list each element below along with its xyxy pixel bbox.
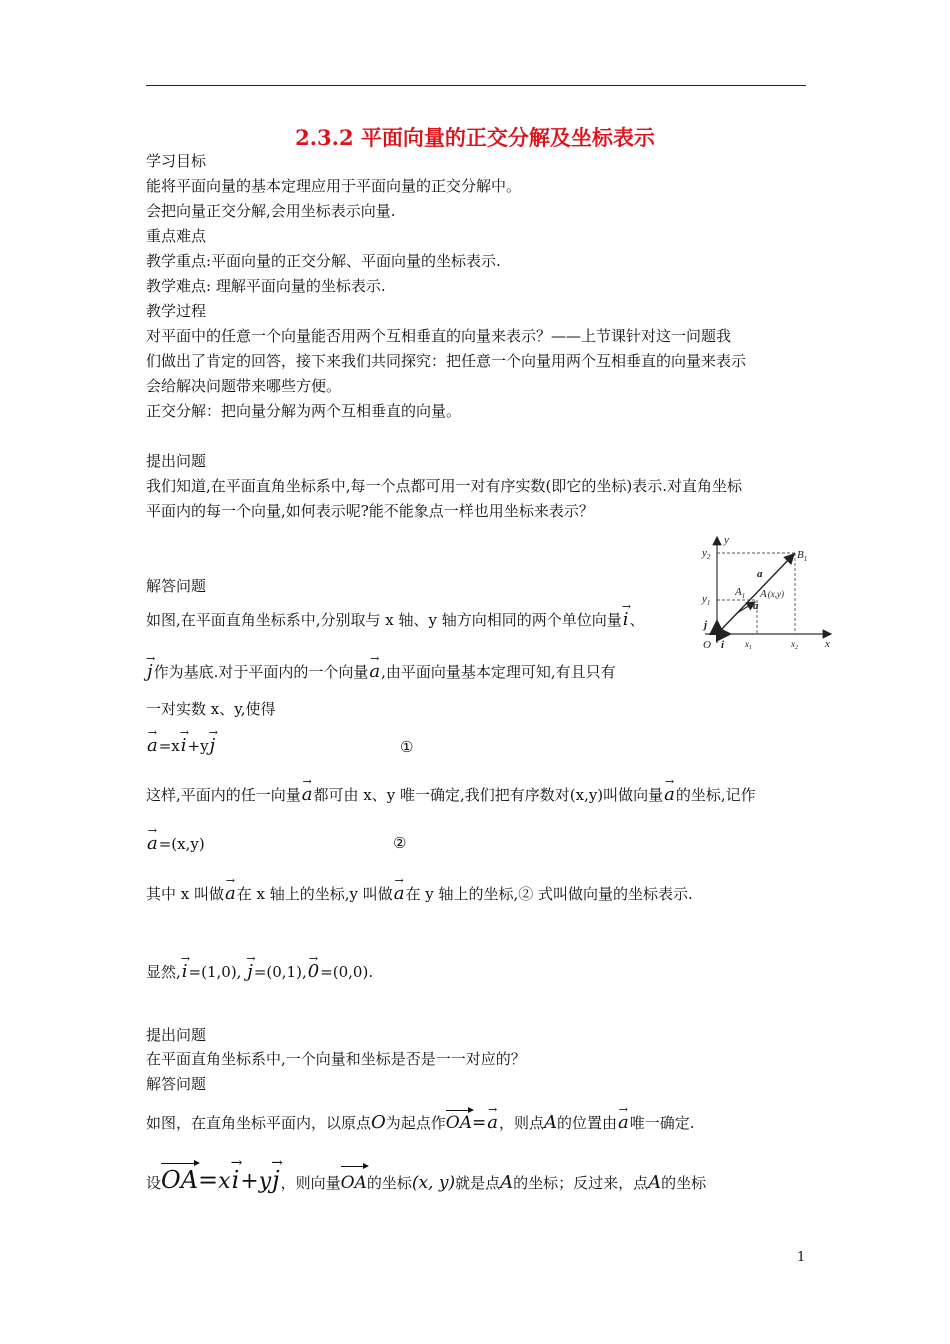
text: 、 bbox=[629, 611, 645, 629]
text: 如图，在直角坐标平面内，以原点 bbox=[146, 1114, 372, 1132]
equation-2 bbox=[146, 834, 205, 854]
vector-j: → j bbox=[246, 963, 254, 981]
text: 作为基底.对于平面内的一个向量 bbox=[153, 663, 369, 681]
objective-1: 能将平面向量的基本定理应用于平面向量的正交分解中。 bbox=[146, 177, 522, 195]
vector-a: → a bbox=[368, 663, 381, 681]
vector-j: → j bbox=[209, 737, 217, 755]
math-y: y bbox=[258, 1169, 272, 1194]
answer-1-paragraph-3: 一对实数 x、y,使得 bbox=[146, 700, 276, 718]
vector-OA: OA bbox=[445, 1113, 473, 1133]
text: 在 y 轴上的坐标,② 式叫做向量的坐标表示. bbox=[405, 885, 693, 903]
vector-a-lower-label: a bbox=[753, 600, 759, 612]
equation-2-number: ② bbox=[393, 834, 407, 852]
y-axis-label: y bbox=[724, 534, 729, 546]
header-rule bbox=[146, 85, 806, 86]
text: 如图,在平面直角坐标系中,分别取与 x 轴、y 轴方向相同的两个单位向量 bbox=[146, 611, 622, 629]
text: 的坐标 bbox=[366, 1174, 412, 1192]
intro-line-3: 会给解决问题带来哪些方便。 bbox=[146, 377, 342, 395]
text: 设 bbox=[146, 1174, 162, 1192]
text: 就是点 bbox=[455, 1174, 501, 1192]
text: =(0,0). bbox=[320, 963, 374, 981]
text: =x bbox=[158, 737, 180, 755]
math-x: x bbox=[218, 1169, 231, 1194]
answer-1-paragraph-2 bbox=[146, 662, 616, 682]
unit-j-label: j bbox=[704, 619, 708, 631]
equation-1-number: ① bbox=[400, 738, 414, 756]
vector-a: → a bbox=[146, 835, 159, 853]
text: +y bbox=[187, 737, 209, 755]
question-1-line-1: 我们知道,在平面直角坐标系中,每一个点都可用一对有序实数(即它的坐标)表示.对直角坐标 bbox=[146, 477, 743, 495]
intro-line-2: 们做出了肯定的回答，接下来我们共同探究：把任意一个向量用两个互相垂直的向量来表示 bbox=[146, 352, 747, 370]
B1-label: $B_1$ bbox=[797, 549, 808, 563]
text: 这样,平面内的任一向量 bbox=[146, 786, 301, 804]
vector-j-large: → j bbox=[271, 1166, 280, 1194]
text: 都可由 x、y 唯一确定,我们把有序数对(x,y)叫做向量 bbox=[313, 786, 664, 804]
question-1-line-2: 平面内的每一个向量,如何表示呢?能不能象点一样也用坐标来表示？ bbox=[146, 502, 594, 520]
vector-a: → a bbox=[301, 786, 314, 804]
text: 其中 x 叫做 bbox=[146, 885, 224, 903]
question-1-heading: 提出问题 bbox=[146, 452, 207, 470]
text: ,由平面向量基本定理可知,有且只有 bbox=[381, 663, 616, 681]
vector-a: → a bbox=[393, 885, 406, 903]
plus-sign: + bbox=[240, 1169, 259, 1194]
vector-j: → j bbox=[146, 663, 154, 681]
x2-label: $x_2$ bbox=[791, 639, 798, 651]
y2-label: $y_2$ bbox=[702, 547, 711, 561]
vector-OA-large: OA bbox=[161, 1166, 199, 1194]
text: 显然, bbox=[146, 963, 181, 981]
equals-sign: = bbox=[198, 1166, 219, 1194]
math-A: A bbox=[500, 1172, 514, 1193]
origin-label: O bbox=[703, 639, 711, 651]
vector-a: → a bbox=[146, 737, 159, 755]
difficult-point: 教学难点: 理解平面向量的坐标表示. bbox=[146, 277, 386, 295]
A-label: A(x,y) bbox=[760, 588, 784, 600]
text: 的位置由 bbox=[557, 1114, 618, 1132]
y1-label: $y_1$ bbox=[702, 593, 711, 607]
text: 的坐标,记作 bbox=[675, 786, 756, 804]
vector-a-upper-label: a bbox=[757, 568, 763, 580]
math-xy: (x, y) bbox=[411, 1173, 456, 1193]
page-number: 1 bbox=[797, 1250, 806, 1265]
question-2-heading: 提出问题 bbox=[146, 1026, 207, 1044]
vector-a: → a bbox=[663, 786, 676, 804]
text: 在 x 轴上的坐标,y 叫做 bbox=[236, 885, 393, 903]
key-heading: 重点难点 bbox=[146, 227, 207, 245]
math-A: A bbox=[544, 1112, 558, 1133]
vector-i-large: → i bbox=[231, 1166, 241, 1194]
text: 为起点作 bbox=[385, 1114, 446, 1132]
answer-2-heading: 解答问题 bbox=[146, 1075, 207, 1093]
question-2-line: 在平面直角坐标系中,一个向量和坐标是否是一一对应的？ bbox=[146, 1050, 526, 1068]
text: =(1,0), bbox=[188, 963, 242, 981]
text: =(0,1), bbox=[253, 963, 307, 981]
x1-label: $x_1$ bbox=[745, 639, 752, 651]
key-point: 教学重点:平面向量的正交分解、平面向量的坐标表示. bbox=[146, 252, 501, 270]
vector-i: → i bbox=[622, 611, 630, 629]
page-title: 2.3.2 平面向量的正交分解及坐标表示 bbox=[295, 125, 655, 150]
process-heading: 教学过程 bbox=[146, 302, 207, 320]
vector-i: → i bbox=[181, 963, 189, 981]
intro-line-1: 对平面中的任意一个向量能否用两个互相垂直的向量来表示？——上节课针对这一问题我 bbox=[146, 327, 732, 345]
answer-2-paragraph-1 bbox=[146, 1113, 695, 1133]
obvious-line bbox=[146, 962, 373, 982]
vector-a: → a bbox=[224, 885, 237, 903]
coordinate-figure bbox=[697, 531, 837, 661]
objective-2: 会把向量正交分解,会用坐标表示向量. bbox=[146, 202, 396, 220]
answer-1-paragraph-4 bbox=[146, 785, 756, 805]
answer-1-paragraph-1 bbox=[146, 610, 645, 630]
vector-a: → a bbox=[617, 1114, 630, 1132]
vector-OA: OA bbox=[341, 1169, 367, 1197]
x-axis-label: x bbox=[825, 638, 830, 650]
answer-1-paragraph-5 bbox=[146, 884, 693, 904]
text: 的坐标；反过来，点 bbox=[513, 1174, 649, 1192]
text: 唯一确定. bbox=[629, 1114, 695, 1132]
orthogonal-definition: 正交分解：把向量分解为两个互相垂直的向量。 bbox=[146, 402, 462, 420]
math-A: A bbox=[648, 1172, 662, 1193]
math-O: O bbox=[371, 1112, 386, 1133]
text: ，则向量 bbox=[280, 1174, 341, 1192]
text: 的坐标 bbox=[661, 1174, 707, 1192]
objectives-heading: 学习目标 bbox=[146, 152, 207, 170]
vector-zero: → 0 bbox=[307, 963, 320, 981]
text: ，则点 bbox=[499, 1114, 545, 1132]
vector-i: → i bbox=[180, 737, 188, 755]
answer-2-paragraph-2 bbox=[146, 1166, 706, 1197]
unit-i-label: i bbox=[721, 639, 725, 651]
text: =(x,y) bbox=[158, 835, 205, 853]
A1-label: $A_1$ bbox=[735, 586, 746, 600]
vector-a: → a bbox=[486, 1114, 499, 1132]
equals-sign: = bbox=[472, 1113, 487, 1133]
answer-1-heading: 解答问题 bbox=[146, 577, 207, 595]
equation-1 bbox=[146, 736, 216, 756]
